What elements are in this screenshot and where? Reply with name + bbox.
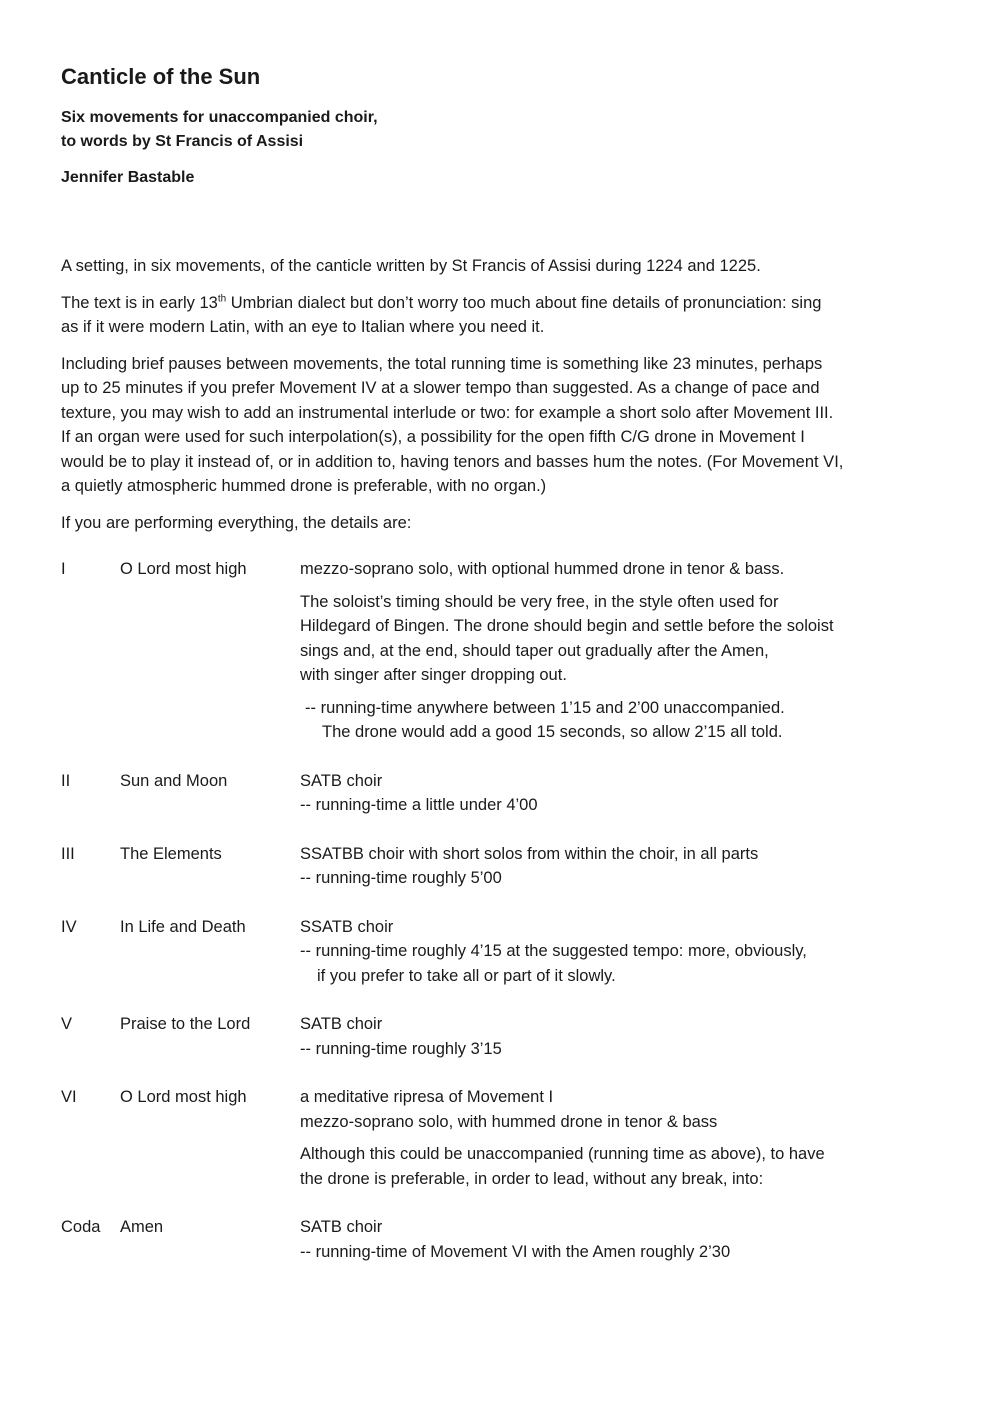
movement-details [300, 1215, 941, 1264]
movement-title: The Elements [120, 844, 222, 863]
movement-detail-line: -- running-time anywhere between 1’15 and 2’00 unaccompanied. [305, 698, 785, 717]
movement-detail-line: SSATB choir [300, 917, 394, 936]
movement-row-5 [61, 1012, 941, 1061]
intro-paragraph-1: A setting, in six movements, of the canticle written by St Francis of Assisi during 1224 and 1225. [61, 257, 761, 275]
movement-detail-line: The soloist’s timing should be very free, in the style often used for [300, 592, 779, 611]
movement-row-6 [61, 1085, 941, 1191]
movement-detail-line: SSATBB choir with short solos from within the choir, in all parts [300, 844, 759, 863]
movement-title: In Life and Death [120, 917, 246, 936]
movement-detail-line: the drone is preferable, in order to lead, without any break, into: [300, 1169, 764, 1188]
movement-detail-line: -- running-time roughly 3’15 [300, 1039, 502, 1058]
subtitle-line-2: to words by St Francis of Assisi [61, 133, 304, 150]
movement-detail-line: sings and, at the end, should taper out gradually after the Amen, [300, 641, 769, 660]
intro-paragraph-2 [61, 291, 941, 340]
movement-number: II [61, 771, 71, 790]
movement-detail-line: SATB choir [300, 1218, 383, 1236]
movement-row-4 [61, 915, 941, 989]
intro-p3-line-5: would be to play it instead of, or in addition to, having tenors and basses hum the notes. (For Movement VI, [61, 452, 844, 471]
movement-detail-line: -- running-time roughly 4’15 at the suggested tempo: more, obviously, [300, 942, 807, 960]
movement-row-2 [61, 769, 941, 818]
movement-number: IV [61, 917, 77, 936]
movement-detail-line: with singer after singer dropping out. [300, 666, 567, 684]
movement-timing [300, 696, 941, 745]
intro-p2-text-a: The text is in early 13 [61, 293, 218, 312]
movement-title: O Lord most high [120, 560, 247, 578]
movement-details [300, 769, 941, 818]
intro-p3-line-3: texture, you may wish to add an instrumental interlude or two: for example a short solo after Movement III. [61, 403, 834, 422]
movement-number: I [61, 560, 66, 578]
movement-details [300, 915, 941, 989]
intro-p3-line-4: If an organ were used for such interpolation(s), a possibility for the open fifth C/G drone in Movement I [61, 428, 805, 446]
movement-title: Sun and Moon [120, 771, 228, 790]
intro-p2-text-b: Umbrian dialect but don’t worry too much about fine details of pronunciation: sing [226, 293, 822, 312]
movement-detail-line: SATB choir [300, 771, 383, 790]
movement-title: Praise to the Lord [120, 1015, 251, 1033]
movement-title: Amen [120, 1218, 164, 1236]
movement-detail-line: Although this could be unaccompanied (running time as above), to have [300, 1145, 825, 1163]
movement-note [300, 1142, 941, 1191]
movement-detail-line: if you prefer to take all or part of it slowly. [317, 966, 616, 985]
movement-details [300, 1012, 941, 1061]
intro-paragraph-3 [61, 352, 941, 499]
ordinal-superscript: th [217, 293, 227, 304]
intro-p3-line-2: up to 25 minutes if you prefer Movement IV at a slower tempo than suggested. As a change of pace and [61, 379, 820, 397]
movement-detail-line: Hildegard of Bingen. The drone should begin and settle before the soloist [300, 617, 834, 635]
movement-details [300, 557, 941, 745]
movement-detail-line: SATB choir [300, 1015, 383, 1033]
movement-details [300, 1085, 941, 1191]
intro-paragraph-4: If you are performing everything, the details are: [61, 513, 412, 532]
movement-details [300, 842, 941, 891]
movement-note [300, 590, 941, 688]
movement-row-3 [61, 842, 941, 891]
movement-detail-line: -- running-time a little under 4’00 [300, 796, 538, 814]
movement-number: III [61, 844, 75, 863]
movement-row-1 [61, 557, 941, 745]
movement-detail-line: -- running-time of Movement VI with the Amen roughly 2’30 [300, 1242, 731, 1261]
document-title: Canticle of the Sun [61, 64, 261, 89]
movement-detail-line: -- running-time roughly 5’00 [300, 869, 502, 887]
movement-detail-line: The drone would add a good 15 seconds, so allow 2’15 all told. [322, 723, 783, 741]
subtitle-line-1: Six movements for unaccompanied choir, [61, 109, 378, 126]
movement-number: Coda [61, 1218, 101, 1236]
movement-detail-line: a meditative ripresa of Movement I [300, 1088, 554, 1106]
movement-list [61, 557, 941, 1264]
document-page [61, 62, 941, 1264]
movement-number: V [61, 1015, 73, 1033]
movement-number: VI [61, 1088, 77, 1106]
movement-detail-line: mezzo-soprano solo, with hummed drone in tenor & bass [300, 1112, 718, 1131]
author-name: Jennifer Bastable [61, 169, 195, 186]
movement-detail-line: mezzo-soprano solo, with optional hummed drone in tenor & bass. [300, 560, 785, 578]
movement-title: O Lord most high [120, 1088, 247, 1106]
intro-p3-line-1: Including brief pauses between movements, the total running time is something like 23 minutes, perhaps [61, 354, 823, 373]
intro-p3-line-6: a quietly atmospheric hummed drone is preferable, with no organ.) [61, 477, 547, 495]
intro-p2-line-2: as if it were modern Latin, with an eye to Italian where you need it. [61, 318, 545, 336]
movement-row-coda [61, 1215, 941, 1264]
